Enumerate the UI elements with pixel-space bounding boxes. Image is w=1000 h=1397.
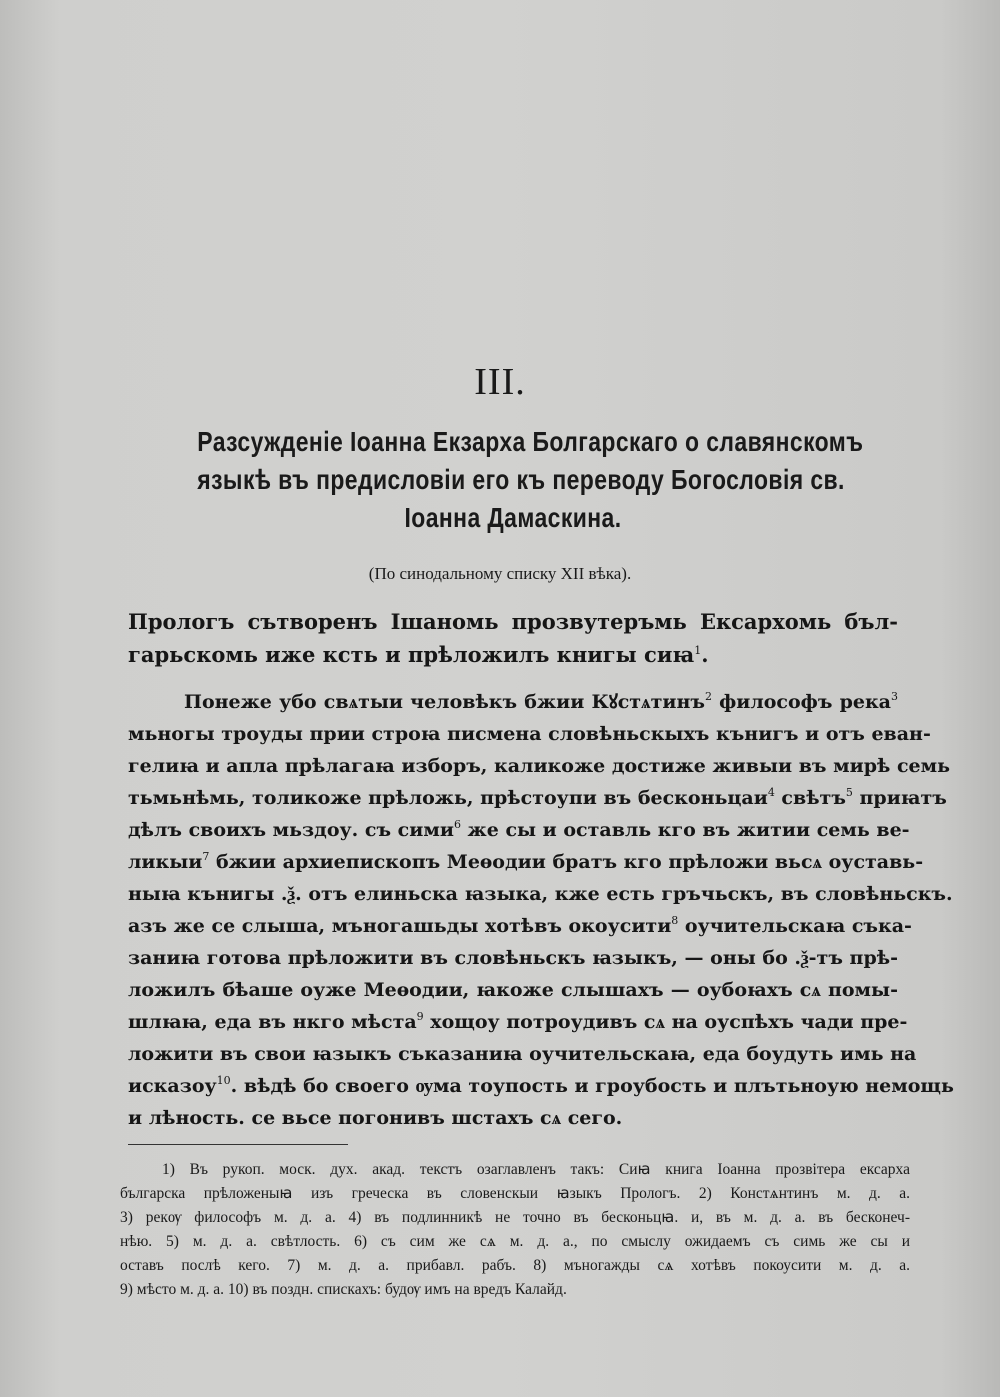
- text-segment: ложилъ бѣаше оуже Меѳодии, ꙗкоже слышахъ — оубоꙗхъ сѧ помы-: [128, 979, 898, 1001]
- text-segment: свѣтъ: [774, 787, 846, 809]
- title-line: Разсужденіе Іоанна Екзарха Болгарскаго о славянскомъ: [197, 426, 864, 457]
- text-segment: ныꙗ кънигы .ѯ. отъ елиньска ꙗзыка, кже есть гръчьскъ, въ словѣньскъ.: [128, 883, 953, 905]
- prolog-line: гарьскомь иже ксть и прѣложилъ книгы сиꙗ$^1$.: [128, 642, 709, 667]
- text-segment: гелиꙗ и апла прѣлагаꙗ изборъ, каликоже достиже живыи въ мирѣ семь: [128, 755, 951, 777]
- text-line: [128, 878, 953, 910]
- text-segment: приꙗтъ: [852, 787, 947, 809]
- text-line: [128, 1006, 908, 1038]
- footnote-line: 3) рекѹ философъ м. д. а. 4) въ подлинникѣ не точно въ бесконьцꙗ. и, въ м. д. а. въ бесконеч-: [120, 1209, 910, 1226]
- footnote-line: 1) Въ рукоп. моск. дух. акад. текстъ озаглавленъ такъ: Сиꙗ книга Іоанна прозвітера ексарха: [162, 1161, 910, 1178]
- footnote-line: българска прѣложеныꙗ изъ греческа въ словенскыи ꙗзыкъ Прологъ. 2) Констѧнтинъ м. д. а.: [120, 1185, 910, 1202]
- footnote-ref: 2: [704, 690, 712, 703]
- prolog-heading: [128, 605, 898, 671]
- text-segment: исказоу: [128, 1075, 217, 1097]
- title-line: Іоанна Дамаскина.: [404, 502, 622, 533]
- text-segment: мьногы троуды прии строꙗ писмена словѣньскыхъ кънигъ и отъ еван-: [128, 723, 931, 745]
- footnote-line: нѣю. 5) м. д. а. свѣтлость. 6) съ сим же сѧ м. д. а., по смыслу ожидаемъ съ симь же сы и: [120, 1233, 910, 1250]
- text-segment: . вѣдѣ бо своего ѹма тоупость и гроубость и плътьноую немощь: [230, 1075, 954, 1097]
- footnote-ref: 6: [453, 818, 461, 831]
- text-line: [128, 910, 912, 942]
- footnote-ref: 9: [416, 1010, 424, 1023]
- text-segment: Понеже убо свѧтыи человѣкъ бжии Кꙋстѧтинъ: [184, 691, 705, 713]
- text-segment: бжии архиепископъ Меѳодии братъ кго прѣложи вьсѧ оуставь-: [209, 851, 924, 873]
- text-line: [128, 942, 898, 974]
- text-line: [128, 1070, 954, 1102]
- text-line: [128, 1102, 898, 1134]
- footnote-ref: 7: [202, 850, 210, 863]
- text-line: [128, 718, 931, 750]
- text-line: [128, 782, 947, 814]
- text-line: [128, 750, 951, 782]
- chapter-number: III.: [474, 361, 526, 403]
- text-segment: шлꙗꙗ, еда въ нкго мѣста: [128, 1011, 417, 1033]
- footnote-ref: 1: [694, 644, 702, 657]
- text-segment: хощоу потроудивъ сѧ на оуспѣхъ чади пре-: [423, 1011, 908, 1033]
- text-segment: оучительскаꙗ съка-: [678, 915, 912, 937]
- text-line: [128, 814, 910, 846]
- text-line: [128, 686, 898, 718]
- footnote-line: оставъ послѣ кего. 7) м. д. а. прибавл. рабъ. 8) мъногажды сѧ хотѣвъ покоусити м. д. а.: [120, 1257, 910, 1274]
- footnote-ref: 10: [216, 1074, 231, 1087]
- text-segment: азъ же се слышa, мъногашьды хотѣвъ окоусити: [128, 915, 672, 937]
- prolog-line-text: гарьскомь иже ксть и прѣложилъ книгы сиꙗ: [128, 642, 695, 667]
- footnote-ref: 4: [767, 786, 775, 799]
- footnote-divider: [128, 1144, 348, 1145]
- text-line: [128, 974, 898, 1006]
- footnotes: [120, 1158, 910, 1302]
- text-segment: философъ река: [711, 691, 891, 713]
- footnote-ref: 8: [671, 914, 679, 927]
- text-segment: же сы и оставль кго въ житии семь ве-: [460, 819, 910, 841]
- text-segment: заниꙗ готова прѣложити въ словѣньскъ ꙗзыкъ, — оны бо .ѯ-тъ прѣ-: [128, 947, 898, 969]
- text-segment: дѣлъ своихъ мьздоу. съ сими: [128, 819, 454, 841]
- text-line: [128, 1038, 917, 1070]
- prolog-line: Прологъ сътворенъ Ішаномь прозвутеръмь Ексархомь бъл-: [128, 609, 898, 634]
- text-segment: ложити въ свои ꙗзыкъ съказаниꙗ оучительскаꙗ, еда боудуть имь на: [128, 1043, 917, 1065]
- footnote-line: 9) мѣсто м. д. а. 10) въ поздн. спискахъ: будѹ имъ на вредъ Калайд.: [120, 1281, 567, 1298]
- main-text: [128, 686, 954, 1134]
- text-segment: тьмьнѣмь, толикоже прѣложь, прѣстоупи въ бесконьцаи: [128, 787, 768, 809]
- footnote-ref: 5: [845, 786, 853, 799]
- title-line: языкѣ въ предисловіи его къ переводу Богословія св.: [197, 464, 845, 495]
- chapter-title: [197, 423, 864, 537]
- text-line: [128, 846, 924, 878]
- text-segment: ликыи: [128, 851, 203, 873]
- text-segment: и лѣность. се вьсе погонивъ шстахъ сѧ сего.: [128, 1107, 623, 1129]
- source-note: (По синодальному списку XII вѣка).: [368, 564, 632, 583]
- footnote-ref: 3: [891, 690, 898, 703]
